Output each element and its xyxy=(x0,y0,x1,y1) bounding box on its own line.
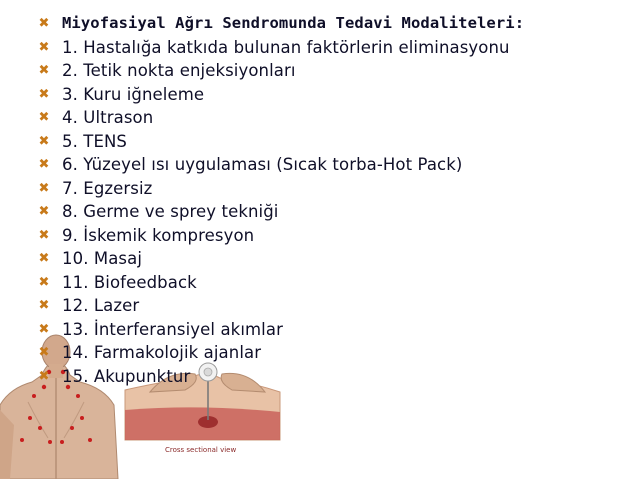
bullet-x-icon: ✖ xyxy=(38,298,50,313)
bullet-x-icon: ✖ xyxy=(38,180,50,196)
illustration-caption: Cross sectional view xyxy=(165,446,237,454)
bullet-x-icon: ✖ xyxy=(38,39,50,55)
list-item-text: 5. TENS xyxy=(62,131,128,151)
bullet-x-icon: ✖ xyxy=(38,133,50,149)
bullet-x-icon: ✖ xyxy=(38,204,50,219)
list-item-text: 15. Akupunktur xyxy=(62,366,191,386)
bullet-x-icon: ✖ xyxy=(38,86,50,102)
bullet-x-icon: ✖ xyxy=(38,157,50,172)
list-item-text: 7. Egzersiz xyxy=(62,178,153,198)
list-item-text: 11. Biofeedback xyxy=(62,272,197,292)
list-item-text: 10. Masaj xyxy=(62,249,143,268)
list-item-text: 9. İskemik kompresyon xyxy=(62,225,255,245)
list-item-text: 12. Lazer xyxy=(62,296,140,315)
list-item-text: 1. Hastalığa katkıda bulunan faktörlerin eliminasyonu xyxy=(62,37,510,57)
list-item-text: 13. İnterferansiyel akımlar xyxy=(62,319,283,339)
bullet-x-icon: ✖ xyxy=(38,368,50,384)
bullet-x-icon: ✖ xyxy=(38,16,50,31)
list-item-text: 8. Germe ve sprey tekniği xyxy=(62,202,279,221)
list-item-text: 2. Tetik nokta enjeksiyonları xyxy=(62,61,296,80)
bullet-x-icon: ✖ xyxy=(38,274,50,290)
bullet-x-icon: ✖ xyxy=(38,251,50,266)
bullet-x-icon: ✖ xyxy=(38,345,50,360)
list-title: Miyofasiyal Ağrı Sendromunda Tedavi Modaliteleri: xyxy=(62,14,525,32)
list-item-text: 6. Yüzeyel ısı uygulaması (Sıcak torba-Hot Pack) xyxy=(62,155,463,174)
list-item-text: 14. Farmakolojik ajanlar xyxy=(62,343,262,362)
list-item-text: 4. Ultrason xyxy=(62,108,154,127)
bullet-x-icon: ✖ xyxy=(38,227,50,243)
bullet-x-icon: ✖ xyxy=(38,321,50,337)
bullet-x-icon: ✖ xyxy=(38,63,50,78)
list-item-text: 3. Kuru iğneleme xyxy=(62,84,205,104)
bullet-x-icon: ✖ xyxy=(38,110,50,125)
